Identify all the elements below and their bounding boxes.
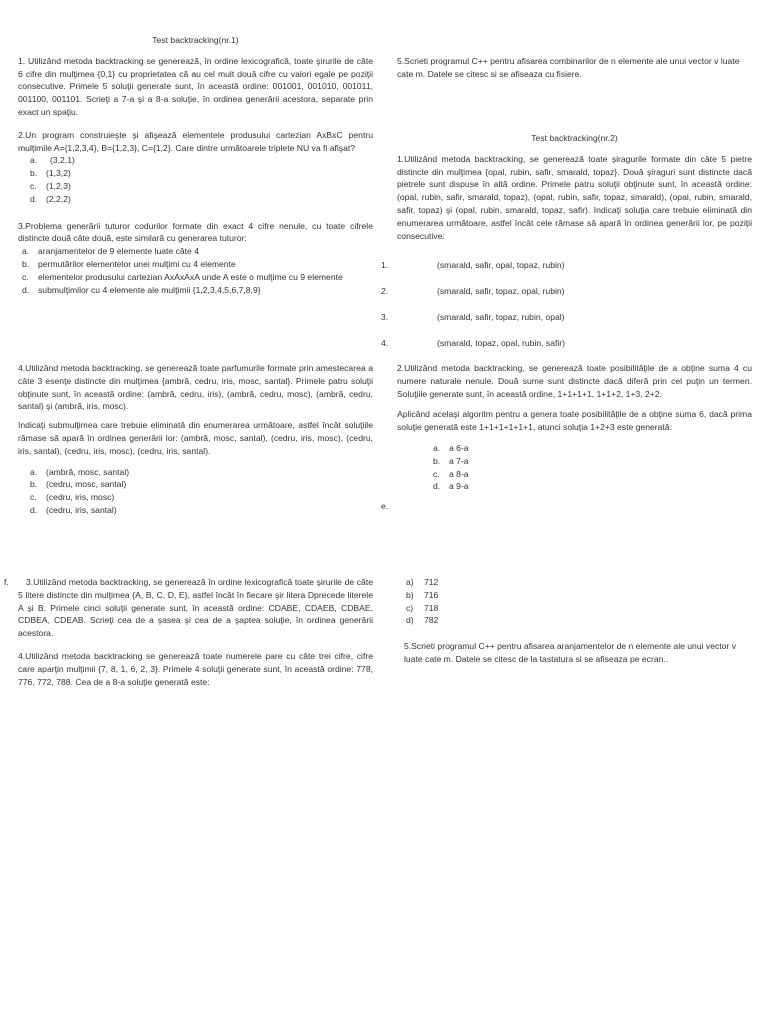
question-1: 1. Utilizând metoda backtracking se generează, în ordine lexicografică, toate şirurile de câte 6 cifre din mulţimea {0,1} cu proprietatea că au cel mult două cifre cu valori egale pe poziţii consecutive. Primele 5 soluţii generate sunt, în această ordine: 001001, 001010, 001011, 001100, 001101. Scrieţi a 7-a şi a 8-a soluţie, în ordinea generării acestora, separate prin exact un spaţiu. bbox=[18, 55, 373, 117]
test2-question-4: 4.Utilizând metoda backtracking se generează toate numerele pare cu câte trei cifre, cifre care aparţin mulţimii {7, 8, 1, 6, 2, 3}. Primele 4 soluţii generate sunt, în această ordine: 778, 776, 772, 788. Cea de a 8-a soluţie generată este: bbox=[18, 650, 373, 687]
q2-option-d: d. (2,2,2) bbox=[30, 193, 71, 204]
question-3-options bbox=[18, 245, 373, 296]
test2-question-2: 2.Utilizând metoda backtracking, se generează toate posibilităţile de a obţine suma 4 cu numere naturale nenule. Două sume sunt distincte dacă diferă prin cel puţin un termen. Soluţiile generate sunt, în această ordine, 1+1+1+1, 1+1+2, 1+3, 2+2. bbox=[397, 363, 752, 399]
q2-option-c: c. (1,2,3) bbox=[30, 180, 71, 191]
test1-title: Test backtracking(nr.1) bbox=[152, 35, 239, 45]
q3-option-c: c. elementelor produsului cartezian AxAxAxA unde A este o mulţime cu 9 elemente bbox=[22, 271, 343, 282]
t2q4-option-c: c) 718 bbox=[406, 602, 439, 613]
test2-question-2-instruction: Aplicând acelaşi algoritm pentru a genera toate posibilităţile de a obţine suma 6, dacă prima soluţie generată este 1+1+1+1+1+1, atunci soluţia 1+2+3 este generată: bbox=[397, 409, 752, 433]
question-5: 5.Scrieti programul C++ pentru afisarea combinarilor de n elemente ale unui vector v luate cate m. Datele se citesc si se afiseaza cu fisiere. bbox=[397, 56, 740, 79]
t2q2-option-a: a. a 6-a bbox=[433, 442, 469, 453]
q3-option-a: a. aranjamentelor de 9 elemente luate câte 4 bbox=[22, 246, 199, 257]
t2q1-option-1: 1. (smarald, safir, opal, topaz, rubin) bbox=[381, 260, 565, 270]
t2q3-marker: f. bbox=[4, 577, 9, 587]
q3-option-b: b. permutărilor elementelor unei mulţimi cu 4 elemente bbox=[22, 258, 236, 269]
q4-option-a: a. (ambră, mosc, santal) bbox=[30, 466, 130, 477]
t2q1-option-2: 2. (smarald, safir, topaz, opal, rubin) bbox=[381, 286, 565, 296]
question-4-instruction: Indicaţi submulţimea care trebuie eliminată din enumerarea următoare, astfel încât soluţiile rămase să apară în ordinea generării lor: (ambră, mosc, santal), (cedru, iris, mosc), (cedru, iris, santal), (cedru, iris, mosc), (cedru, iris, santal). bbox=[18, 420, 373, 456]
q4-option-c: c. (cedru, iris, mosc) bbox=[30, 492, 115, 503]
q2-option-a: a. (3,2,1) bbox=[30, 155, 75, 166]
question-2: 2.Un program construieşte şi afişează elementele produsului cartezian AxBxC pentru mulţimile A={1,2,3,4}, B={1,2,3}, C={1,2}. Care dintre următoarele triplete NU va fi afişat? bbox=[18, 129, 373, 153]
test2-question-3: 3.Utilizând metoda backtracking, se generează în ordine lexicografică toate şirurile de câte 5 litere distincte din mulţimea {A, B, C, D, E}, astfel încât în fiecare şir litera Dprecede literele A şi B. Primele cinci soluţii generate sunt, în această ordine: CDABE, CDAEB, CDBAE, CDBEA, CDEAB. Scrieţi cea de a şasea şi cea de a şaptea soluţie, în ordinea generării acestora. bbox=[18, 577, 373, 639]
q3-option-d: d. submulţimilor cu 4 elemente ale mulţimii {1,2,3,4,5,6,7,8,9} bbox=[22, 284, 261, 295]
t2q4-option-d: d) 782 bbox=[406, 615, 439, 626]
right-column-t2q4-options bbox=[406, 576, 746, 627]
q4-option-b: b. (cedru, mosc, santal) bbox=[30, 479, 127, 490]
test2-question-1-options bbox=[381, 259, 751, 363]
question-4: 4.Utilizând metoda backtracking, se generează toate parfumurile formate prin amestecarea a câte 3 esenţe distincte din mulţimea {ambră, cedru, iris, mosc, santal}. Primele patru soluţii obţinute sunt, în această ordine: (ambră, cedru, iris), (ambră, cedru, mosc), (ambră, cedru, santal) şi (ambră, iris, mosc). bbox=[18, 363, 373, 412]
t2q1-option-4: 4. (smarald, topaz, opal, rubin, safir) bbox=[381, 338, 566, 348]
t2q4-option-b: b) 716 bbox=[406, 589, 439, 600]
q4-option-d: d. (cedru, iris, santal) bbox=[30, 504, 117, 515]
t2q2-option-d: d. a 9-a bbox=[433, 481, 469, 492]
test2-question-5: 5.Scrieti programul C++ pentru afisarea aranjamentelor de n elemente ale unui vector v luate cate m. Datele se citesc de la tastatura si se afiseaza pe ecran.. bbox=[404, 641, 736, 664]
right-column-test2 bbox=[397, 132, 752, 242]
test2-question-4-options bbox=[406, 576, 746, 627]
question-2-options bbox=[18, 154, 373, 205]
t2q2-option-b: b. a 7-a bbox=[433, 455, 469, 466]
question-4-options bbox=[18, 466, 373, 517]
t2q1-option-3: 3. (smarald, safir, topaz, rubin, opal) bbox=[381, 312, 565, 322]
t2q4-option-a: a) 712 bbox=[406, 577, 439, 587]
t2q2-extra-marker: e. bbox=[381, 501, 389, 511]
right-column-t2q2 bbox=[397, 362, 752, 493]
left-column-question-4 bbox=[18, 362, 373, 517]
left-column-test1 bbox=[18, 34, 373, 296]
test2-title: Test backtracking(nr.2) bbox=[531, 133, 618, 143]
right-column-question-5 bbox=[397, 55, 752, 81]
question-3: 3.Problema generării tuturor codurilor formate din exact 4 cifre nenule, cu toate cifrele distincte două câte două, este similară cu generarea tuturor: bbox=[18, 220, 373, 244]
q2-option-b: b. (1,3,2) bbox=[30, 168, 71, 179]
t2q2-option-c: c. a 8-a bbox=[433, 468, 469, 479]
test2-question-1: 1.Utilizând metoda backtracking, se generează toate şiragurile formate din câte 5 pietre distincte din mulţimea {opal, rubin, safir, smarald, topaz}. Două şiraguri sunt distincte dacă pietrele sunt dispuse în altă ordine. Primele patru soluţii obţinute sunt, în această ordine: (opal, rubin, safir, smarald, topaz), (opal, rubin, safir, topaz, smarald), (opal, rubin, smarald, safir, topaz) şi (opal, rubin, smarald, topaz, safir). Indicaţi soluţia care trebuie eliminată din enumerarea următoare, astfel încât cele rămase să apară în ordinea generării lor, pe poziţii consecutive: bbox=[397, 153, 752, 241]
left-column-t2q3 bbox=[18, 576, 373, 688]
right-column-t2q5 bbox=[404, 640, 754, 666]
test2-question-2-options bbox=[397, 442, 752, 493]
